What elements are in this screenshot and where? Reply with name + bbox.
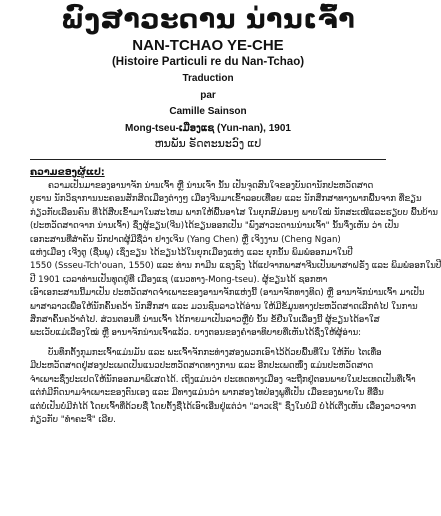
paragraph-line: ມີປະຫວັດສາດຢູ່ສອງປະເພດເປັນແນວປະຫວັດສາດທາງການ ແລະ ອີກປະເພດໜຶ່ງ ແມ່ນປະຫວັດສາດ [30, 361, 374, 372]
paragraph-line: ແຕ່ບໍ່ເປັນບໍ່ມີກໍໄດ້ ໂດຍເຈົ້າທີ່ດ້ວຍຊື່ ໂດຍຕັ້ງຊື່ໄດ້ເອົາເອີ່ນຢູ່ແຕ່ວ່າ "ລາວເຊີ" ຊຶ່ງໃນບໍ່ມີ ບໍ່ໄດ້ເຕີ່ງເຫັນ ເລື່ອງລາວຈາກ [30, 401, 417, 412]
divider [30, 159, 386, 160]
paragraph-line: ແຕ່ກໍມີກົດນາມຈຳເພາະຂອງຕົນເອງ ແລະ ມີທາງແມ່ນວ່າ ພາກສອງໄທປ່ອງພູທີ່ເປັນ ເມື່ອຂອງພາຍໃນ ທີ່ອື່ນ [30, 388, 384, 399]
paragraph-line: ຄວາມເປັນມາຂອງອານາຈັກ ນ່ານເຈົ້າ ຫຼື ນ່ານເຈົ່າ ນັ້ນ ເປັນຈຸດສົນໃຈຂອງບັນດານັກປະຫວັດສາດ [48, 181, 374, 191]
paragraph-line: ຈຳເພາະຊຶ່ງປະເປດໃຫ້ນັກອອກມາພິເສດໄດ້. ເຖິງແມ່ນວ່າ ປະເທດທາງເມືອງ ຈະຖືກຢູ່ຕອນພາຍໃນປະເທດເປັນທີ່ເຈົ້າ [30, 374, 416, 385]
section-heading: ຄວາມຂອງຜູ້ແປ: [30, 167, 105, 178]
par-label: par [200, 90, 216, 101]
paragraph-line: ເອກະສານທີ່ສຳຄັນ ນັກປາດຜູ້ມີຊື່ວ່າ ຢາງເຈິນ (Yang Chen) ຫຼື ເຈິງງານ (Cheng Ngan) [30, 234, 341, 245]
paragraph-1 [30, 180, 386, 193]
paragraph-line: ພະເວັບແມ່ເລື່ອງໃໝ່ ຫຼື ອານາຈັກນ່ານເຈົ້າແລ້ວ. ບາງຕອນຂອງຄຳອາທິບາຍທີ່ເຫັນໄດ້ຊຶ່ງໃຫ້ຜູ້ອ່ານ: [30, 328, 362, 339]
paragraph-line: ກ່ຽວກັບເລືອນຄົນ ທີ່ໄດ້ສືບເຂົ້າມາໃນສະໄຫມ ພາກໃຫ້ພື້ນອາໄສ ໃນຍຸກສົມ່ອນໆ ພາບໃໝ່ ນັກສະເໜີແລະຮຽບບ ພື້ນບ້ານ [30, 207, 438, 218]
translator-name: Camille Sainson [169, 106, 247, 117]
paragraph-2 [30, 347, 386, 360]
paragraph-line: ກ່ຽວກັບ "ທຳຄະຈື" ເລີຍ. [30, 414, 116, 425]
lao-title: ພົງສາວະດານ ນ່ານເຈົ້າ [60, 4, 356, 35]
paragraph-line: ບັນທຶກຕັ້ງກຸມກະເຈົ້າແມ່ນມັນ ແລະ ພະເຈົ້າຈັກກະທ່າງສອງພວກເອົາໄວ້ດ້ວຍພື້ນທີ່ໃນ ໃຫ້ກັບ ໄຕເທື່ອ [48, 347, 382, 358]
lao-translator-credit: ຫນພັນ ຣັດຕະນະວົງ ແປ [154, 138, 262, 150]
paragraph-line: ສຶກສາຄົ້ນຄວ້າຕໍ່ໄປ. ສ່ວນຕອນທີ່ ນ່ານເຈົ້າ ໄດ້ກາຍມາເປັນລາວຫຼືບໍ່ ນັ້ນ ຂໍ້ຢືນໃນເລື່ອງນີ້ ຜູ້ຂຽນໄດ້ອາໃສ [30, 315, 380, 326]
french-title: NAN-TCHAO YE-CHE [132, 37, 284, 54]
paragraph-line: ບູຮານ ນັກວິຊາການນະຄອນສັກສິດເມືອງຕ່າງໆ ເມືອງຈີນມາເຂົ້າລອບເທື່ອຍ ແລະ ນັກສຶກສາທາງພາກພື້ນຈາກ ທີ່ຂຽນ [30, 194, 422, 205]
place-year: Mong-tseu-ເມືອງແຊ (Yun-nan), 1901 [125, 123, 291, 134]
paragraph-line: ເອົາເອກະສານນີ້ມາເປັນ ປະຫວັດສາດຈຳເພາະຂອງອານາຈັກແຫ່ງນີ້ (ອານາຈັກທາງທິດ) ຫຼື ອານາຈັກນ່ານເຈົ້າ ມາເປັນ [30, 288, 425, 299]
traduction-label: Traduction [182, 73, 234, 84]
french-subtitle: (Histoire Particuli re du Nan-Tchao) [111, 56, 305, 68]
paragraph-line: (ປະຫວັດສາດຈາກ ນ່ານເຈົ້າ) ຊຶ່ງຜູ້ຂຽນ(ຈີນ)ໄດ້ຂຽນອອກເປັນ "ພົງສາວະດານນ່ານເຈົ້າ" ນັ້ນຈຶ່ງເຫັນ ວ່າ ເປັນ [30, 221, 399, 232]
paragraph-2-body [30, 360, 417, 427]
paragraph-line: 1550 (Ssseu-Tch'ouan, 1550) ແລະ ທ່ານ ກາມີນ ແຊງຊົງ ໄດ້ແປຈາກພາສາຈີນເປັນພາສາຝຣັ່ງ ແລະ ພິມພໍອອກໃນປີ [30, 261, 441, 272]
paragraph-line: ແຫ່ງເມືອງ ເຈີງຕູ (ຊື່ນພູ) ເຊິ່ງຂຽນ ໄດ້ຂຽນໄວ້ໃນຍຸກເມືອງແຫ່ງ ແລະ ຍຸກນັ້ນ ພິມພໍອອກມາໃນປີ [30, 248, 353, 259]
paragraph-line: ພາສາລາວເພື່ອໃຫ້ນັກຄົ້ນຄວ້າ ນັກສຶກສາ ແລະ ມວນຊົນລາວໄດ້ອ່ານ ໃຫ້ມີຂໍ້ມູນທາງປະຫວັດສາດເລີກຕໍ່ໄປ ໃນການ [30, 301, 418, 312]
paragraph-1-body [30, 193, 441, 340]
paragraph-line: ປີ 1901 ເວລາທ່ານເປັນທູດຢູ່ທີ່ ເມືອງແຊ (ແນວທາງ-Mong-tseu). ຜູ້ຂຽນໄດ້ ຊອກຫາ [30, 274, 328, 285]
